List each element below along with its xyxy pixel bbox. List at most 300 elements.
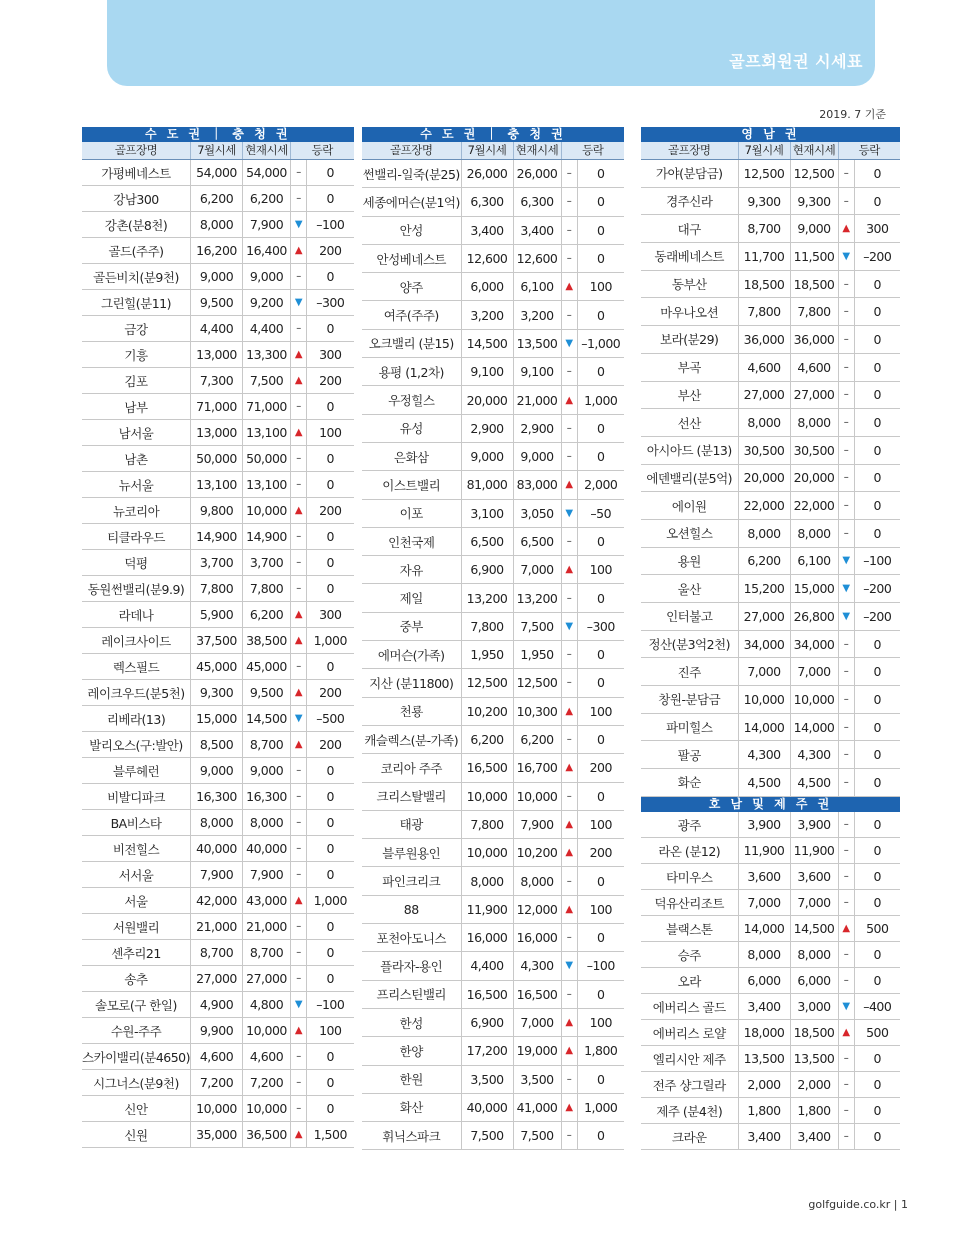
current-price: 11,500 <box>790 243 838 271</box>
current-price: 2,900 <box>513 414 561 442</box>
current-price: 7,500 <box>513 612 561 640</box>
change-value: 100 <box>577 1008 624 1036</box>
table-row <box>641 353 900 381</box>
table-row <box>641 1098 900 1124</box>
table-row <box>641 658 900 686</box>
july-price: 3,900 <box>738 812 790 838</box>
current-price: 45,000 <box>243 654 291 680</box>
trend-icon: – <box>838 298 854 326</box>
july-price: 3,500 <box>461 1065 513 1093</box>
trend-icon: – <box>561 442 577 470</box>
change-value: 0 <box>307 472 354 498</box>
change-value: 0 <box>577 358 624 386</box>
table-row <box>641 492 900 520</box>
current-price: 6,300 <box>513 188 561 216</box>
course-name: 레이크우드(분5천) <box>82 680 191 706</box>
july-price: 6,200 <box>191 186 243 212</box>
course-name: 우정힐스 <box>362 386 461 414</box>
current-price: 16,000 <box>513 924 561 952</box>
table-row <box>82 862 354 888</box>
july-price: 6,900 <box>461 1008 513 1036</box>
trend-icon: – <box>838 519 854 547</box>
change-value: 200 <box>307 238 354 264</box>
table-row <box>362 1065 624 1093</box>
july-price: 6,000 <box>738 968 790 994</box>
change-value: 0 <box>854 942 900 968</box>
july-price: 3,100 <box>461 499 513 527</box>
change-value: 200 <box>307 498 354 524</box>
trend-icon: – <box>561 188 577 216</box>
change-value: 0 <box>577 924 624 952</box>
july-price: 3,700 <box>191 550 243 576</box>
trend-icon: ▲ <box>838 215 854 243</box>
current-price: 7,000 <box>513 1008 561 1036</box>
july-price: 9,300 <box>738 187 790 215</box>
trend-icon: – <box>838 812 854 838</box>
july-price: 5,900 <box>191 602 243 628</box>
current-price: 13,100 <box>243 420 291 446</box>
course-name: 크라운 <box>641 1124 738 1150</box>
july-price: 3,400 <box>738 994 790 1020</box>
current-price: 3,700 <box>243 550 291 576</box>
july-price: 10,000 <box>191 1096 243 1122</box>
trend-icon: – <box>291 264 307 290</box>
change-value: 100 <box>577 697 624 725</box>
date-note: 2019. 7 기준 <box>819 108 886 121</box>
trend-icon: – <box>838 630 854 658</box>
trend-icon: – <box>561 669 577 697</box>
table-row <box>82 524 354 550</box>
course-name: 에버리스 로얄 <box>641 1020 738 1046</box>
trend-icon: – <box>561 160 577 188</box>
current-price: 7,200 <box>243 1070 291 1096</box>
july-price: 11,900 <box>461 895 513 923</box>
table-row <box>362 499 624 527</box>
course-name: 88 <box>362 895 461 923</box>
current-price: 9,000 <box>243 264 291 290</box>
change-value: –100 <box>577 952 624 980</box>
trend-icon: ▲ <box>291 420 307 446</box>
table-row <box>362 216 624 244</box>
course-name: 센추리21 <box>82 940 191 966</box>
header-july: 7월시세 <box>738 142 790 160</box>
course-name: 이포 <box>362 499 461 527</box>
july-price: 7,800 <box>738 298 790 326</box>
change-value: 2,000 <box>577 471 624 499</box>
change-value: 0 <box>577 527 624 555</box>
trend-icon: ▲ <box>561 471 577 499</box>
course-name: 울산 <box>641 575 738 603</box>
course-name: 태광 <box>362 810 461 838</box>
course-name: 화산 <box>362 1093 461 1121</box>
current-price: 6,000 <box>790 968 838 994</box>
table-row <box>82 342 354 368</box>
trend-icon: – <box>838 713 854 741</box>
table-row <box>641 464 900 492</box>
table-row <box>362 612 624 640</box>
table-row <box>362 556 624 584</box>
july-price: 9,300 <box>191 680 243 706</box>
july-price: 18,000 <box>738 1020 790 1046</box>
current-price: 3,900 <box>790 812 838 838</box>
header-current: 현재시세 <box>790 142 838 160</box>
current-price: 16,700 <box>513 754 561 782</box>
current-price: 8,700 <box>243 732 291 758</box>
change-value: –200 <box>854 243 900 271</box>
july-price: 4,300 <box>738 741 790 769</box>
change-value: –300 <box>307 290 354 316</box>
trend-icon: – <box>561 641 577 669</box>
table-row <box>362 160 624 188</box>
current-price: 9,000 <box>243 758 291 784</box>
trend-icon: – <box>291 576 307 602</box>
change-value: 0 <box>577 584 624 612</box>
trend-icon: ▲ <box>561 273 577 301</box>
july-price: 3,600 <box>738 864 790 890</box>
change-value: 300 <box>307 342 354 368</box>
july-price: 16,200 <box>191 238 243 264</box>
current-price: 6,200 <box>243 602 291 628</box>
trend-icon: – <box>561 1065 577 1093</box>
current-price: 38,500 <box>243 628 291 654</box>
table-row <box>82 290 354 316</box>
july-price: 42,000 <box>191 888 243 914</box>
change-value: 1,500 <box>307 1122 354 1148</box>
table-row <box>82 472 354 498</box>
july-price: 8,000 <box>461 867 513 895</box>
trend-icon: ▼ <box>291 706 307 732</box>
trend-icon: ▲ <box>291 1122 307 1148</box>
course-name: 레이크사이드 <box>82 628 191 654</box>
course-name: 에이원 <box>641 492 738 520</box>
current-price: 10,000 <box>513 782 561 810</box>
current-price: 19,000 <box>513 1037 561 1065</box>
current-price: 3,200 <box>513 301 561 329</box>
current-price: 8,000 <box>790 519 838 547</box>
table-row <box>641 968 900 994</box>
trend-icon: ▲ <box>561 1037 577 1065</box>
trend-icon: – <box>838 381 854 409</box>
course-name: 남서울 <box>82 420 191 446</box>
course-name: 덕유산리조트 <box>641 890 738 916</box>
july-price: 45,000 <box>191 654 243 680</box>
trend-icon: – <box>561 358 577 386</box>
current-price: 10,200 <box>513 839 561 867</box>
current-price: 2,000 <box>790 1072 838 1098</box>
july-price: 7,900 <box>191 862 243 888</box>
change-value: 0 <box>854 1072 900 1098</box>
change-value: 0 <box>577 641 624 669</box>
change-value: 0 <box>307 186 354 212</box>
july-price: 9,000 <box>191 264 243 290</box>
course-name: 크리스탈밸리 <box>362 782 461 810</box>
change-value: 0 <box>307 1044 354 1070</box>
course-name: 코리아 주주 <box>362 754 461 782</box>
price-table-3 <box>641 127 900 1150</box>
change-value: 200 <box>577 754 624 782</box>
current-price: 20,000 <box>790 464 838 492</box>
change-value: 0 <box>854 270 900 298</box>
table-row <box>82 836 354 862</box>
trend-icon: ▲ <box>291 238 307 264</box>
current-price: 9,000 <box>790 215 838 243</box>
table-row <box>362 584 624 612</box>
trend-icon: ▲ <box>838 916 854 942</box>
july-price: 8,500 <box>191 732 243 758</box>
table-row <box>641 864 900 890</box>
trend-icon: – <box>291 654 307 680</box>
july-price: 3,200 <box>461 301 513 329</box>
trend-icon: – <box>838 436 854 464</box>
change-value: 0 <box>307 836 354 862</box>
july-price: 16,000 <box>461 924 513 952</box>
trend-icon: – <box>838 890 854 916</box>
july-price: 11,900 <box>738 838 790 864</box>
course-name: 선산 <box>641 409 738 437</box>
current-price: 7,500 <box>243 368 291 394</box>
trend-icon: – <box>561 414 577 442</box>
change-value: 0 <box>854 492 900 520</box>
change-value: 0 <box>854 160 900 188</box>
table-row <box>362 924 624 952</box>
change-value: 100 <box>577 895 624 923</box>
trend-icon: ▼ <box>561 499 577 527</box>
course-name: 라데나 <box>82 602 191 628</box>
course-name: 천룡 <box>362 697 461 725</box>
july-price: 13,500 <box>738 1046 790 1072</box>
july-price: 8,000 <box>738 519 790 547</box>
course-name: 강촌(분8천) <box>82 212 191 238</box>
table-row <box>82 316 354 342</box>
trend-icon: ▲ <box>291 498 307 524</box>
section-title: 호 남 및 제 주 권 <box>641 796 900 812</box>
table-row <box>82 446 354 472</box>
trend-icon: ▼ <box>838 547 854 575</box>
current-price: 12,500 <box>790 160 838 188</box>
course-name: 정산(분3억2천) <box>641 630 738 658</box>
current-price: 30,500 <box>790 436 838 464</box>
section-title: 수 도 권 ｜ 충 청 권 <box>362 127 624 142</box>
course-name: 금강 <box>82 316 191 342</box>
course-name: 포천아도니스 <box>362 924 461 952</box>
trend-icon: – <box>291 1096 307 1122</box>
header-course: 골프장명 <box>641 142 738 160</box>
table-row <box>82 368 354 394</box>
trend-icon: – <box>838 942 854 968</box>
current-price: 4,800 <box>243 992 291 1018</box>
current-price: 9,500 <box>243 680 291 706</box>
course-name: 파미힐스 <box>641 713 738 741</box>
change-value: 0 <box>307 1096 354 1122</box>
banner-title: 골프회원권 시세표 <box>729 52 863 71</box>
course-name: 골드(주주) <box>82 238 191 264</box>
july-price: 8,000 <box>191 810 243 836</box>
current-price: 7,800 <box>243 576 291 602</box>
course-name: 창원-분담금 <box>641 686 738 714</box>
table-row <box>641 890 900 916</box>
july-price: 6,300 <box>461 188 513 216</box>
current-price: 7,800 <box>790 298 838 326</box>
header-change: 등락 <box>838 142 900 160</box>
course-name: 에머슨(가족) <box>362 641 461 669</box>
course-name: 화순 <box>641 769 738 797</box>
current-price: 10,000 <box>243 498 291 524</box>
change-value: –300 <box>577 612 624 640</box>
table-row <box>641 381 900 409</box>
trend-icon: – <box>291 394 307 420</box>
table-row <box>82 264 354 290</box>
trend-icon: – <box>291 524 307 550</box>
change-value: –50 <box>577 499 624 527</box>
table-row <box>82 602 354 628</box>
table-row <box>362 414 624 442</box>
table-row <box>641 769 900 797</box>
change-value: 0 <box>577 442 624 470</box>
current-price: 7,900 <box>243 212 291 238</box>
change-value: 0 <box>854 1124 900 1150</box>
column-2 <box>362 127 624 1150</box>
current-price: 54,000 <box>243 160 291 186</box>
july-price: 4,600 <box>191 1044 243 1070</box>
trend-icon: ▼ <box>838 243 854 271</box>
current-price: 34,000 <box>790 630 838 658</box>
course-name: 마우나오션 <box>641 298 738 326</box>
change-value: 0 <box>577 1065 624 1093</box>
current-price: 13,200 <box>513 584 561 612</box>
course-name: 스카이밸리(분4650) <box>82 1044 191 1070</box>
change-value: 0 <box>854 838 900 864</box>
table-row <box>362 782 624 810</box>
current-price: 41,000 <box>513 1093 561 1121</box>
course-name: 승주 <box>641 942 738 968</box>
trend-icon: – <box>561 725 577 753</box>
change-value: 0 <box>854 1046 900 1072</box>
july-price: 12,500 <box>461 669 513 697</box>
course-name: 오션힐스 <box>641 519 738 547</box>
change-value: 200 <box>307 368 354 394</box>
header-current: 현재시세 <box>513 142 561 160</box>
current-price: 3,600 <box>790 864 838 890</box>
table-row <box>82 1096 354 1122</box>
course-name: 티클라우드 <box>82 524 191 550</box>
trend-icon: – <box>838 492 854 520</box>
july-price: 40,000 <box>191 836 243 862</box>
july-price: 6,900 <box>461 556 513 584</box>
table-row <box>641 713 900 741</box>
table-row <box>82 498 354 524</box>
course-name: 뉴코리아 <box>82 498 191 524</box>
trend-icon: ▲ <box>561 810 577 838</box>
current-price: 7,500 <box>513 1122 561 1150</box>
current-price: 9,300 <box>790 187 838 215</box>
course-name: 프리스틴밸리 <box>362 980 461 1008</box>
july-price: 4,400 <box>461 952 513 980</box>
trend-icon: ▲ <box>291 680 307 706</box>
table-row <box>641 547 900 575</box>
july-price: 14,500 <box>461 329 513 357</box>
change-value: 1,000 <box>307 888 354 914</box>
table-row <box>82 628 354 654</box>
current-price: 12,600 <box>513 244 561 272</box>
table-row <box>641 1072 900 1098</box>
course-name: 오크밸리 (분15) <box>362 329 461 357</box>
table-row <box>641 187 900 215</box>
change-value: 0 <box>577 160 624 188</box>
july-price: 54,000 <box>191 160 243 186</box>
trend-icon: – <box>291 914 307 940</box>
trend-icon: ▲ <box>561 895 577 923</box>
july-price: 27,000 <box>738 603 790 631</box>
current-price: 21,000 <box>513 386 561 414</box>
course-name: 부곡 <box>641 353 738 381</box>
section-header <box>362 127 624 142</box>
header-july: 7월시세 <box>191 142 243 160</box>
trend-icon: – <box>838 409 854 437</box>
current-price: 6,500 <box>513 527 561 555</box>
change-value: 0 <box>854 187 900 215</box>
july-price: 12,600 <box>461 244 513 272</box>
july-price: 13,000 <box>191 342 243 368</box>
change-value: 500 <box>854 916 900 942</box>
table-row <box>641 838 900 864</box>
trend-icon: – <box>838 1046 854 1072</box>
table-row <box>362 1122 624 1150</box>
course-name: 서울 <box>82 888 191 914</box>
table-row <box>362 669 624 697</box>
course-name: 신안 <box>82 1096 191 1122</box>
trend-icon: – <box>838 1072 854 1098</box>
trend-icon: ▲ <box>291 342 307 368</box>
course-name: 인터불고 <box>641 603 738 631</box>
current-price: 13,500 <box>790 1046 838 1072</box>
current-price: 16,500 <box>513 980 561 1008</box>
table-row <box>82 914 354 940</box>
change-value: 0 <box>307 654 354 680</box>
current-price: 6,200 <box>243 186 291 212</box>
current-price: 9,100 <box>513 358 561 386</box>
trend-icon: ▼ <box>291 290 307 316</box>
trend-icon: ▼ <box>561 612 577 640</box>
table-row <box>82 394 354 420</box>
course-name: 양주 <box>362 273 461 301</box>
change-value: 0 <box>854 769 900 797</box>
current-price: 71,000 <box>243 394 291 420</box>
trend-icon: – <box>561 216 577 244</box>
course-name: 제일 <box>362 584 461 612</box>
table-row <box>82 784 354 810</box>
current-price: 6,100 <box>513 273 561 301</box>
table-row <box>362 725 624 753</box>
table-row <box>641 630 900 658</box>
trend-icon: – <box>561 584 577 612</box>
table-row <box>362 839 624 867</box>
table-row <box>362 244 624 272</box>
table-row <box>362 188 624 216</box>
course-name: 남촌 <box>82 446 191 472</box>
trend-icon: – <box>561 924 577 952</box>
table-row <box>362 1093 624 1121</box>
course-name: 골든비치(분9천) <box>82 264 191 290</box>
july-price: 1,800 <box>738 1098 790 1124</box>
table-row <box>82 654 354 680</box>
trend-icon: – <box>561 980 577 1008</box>
july-price: 20,000 <box>461 386 513 414</box>
change-value: 0 <box>307 966 354 992</box>
change-value: 0 <box>577 980 624 1008</box>
trend-icon: ▲ <box>561 754 577 782</box>
change-value: 0 <box>577 188 624 216</box>
course-name: 신원 <box>82 1122 191 1148</box>
